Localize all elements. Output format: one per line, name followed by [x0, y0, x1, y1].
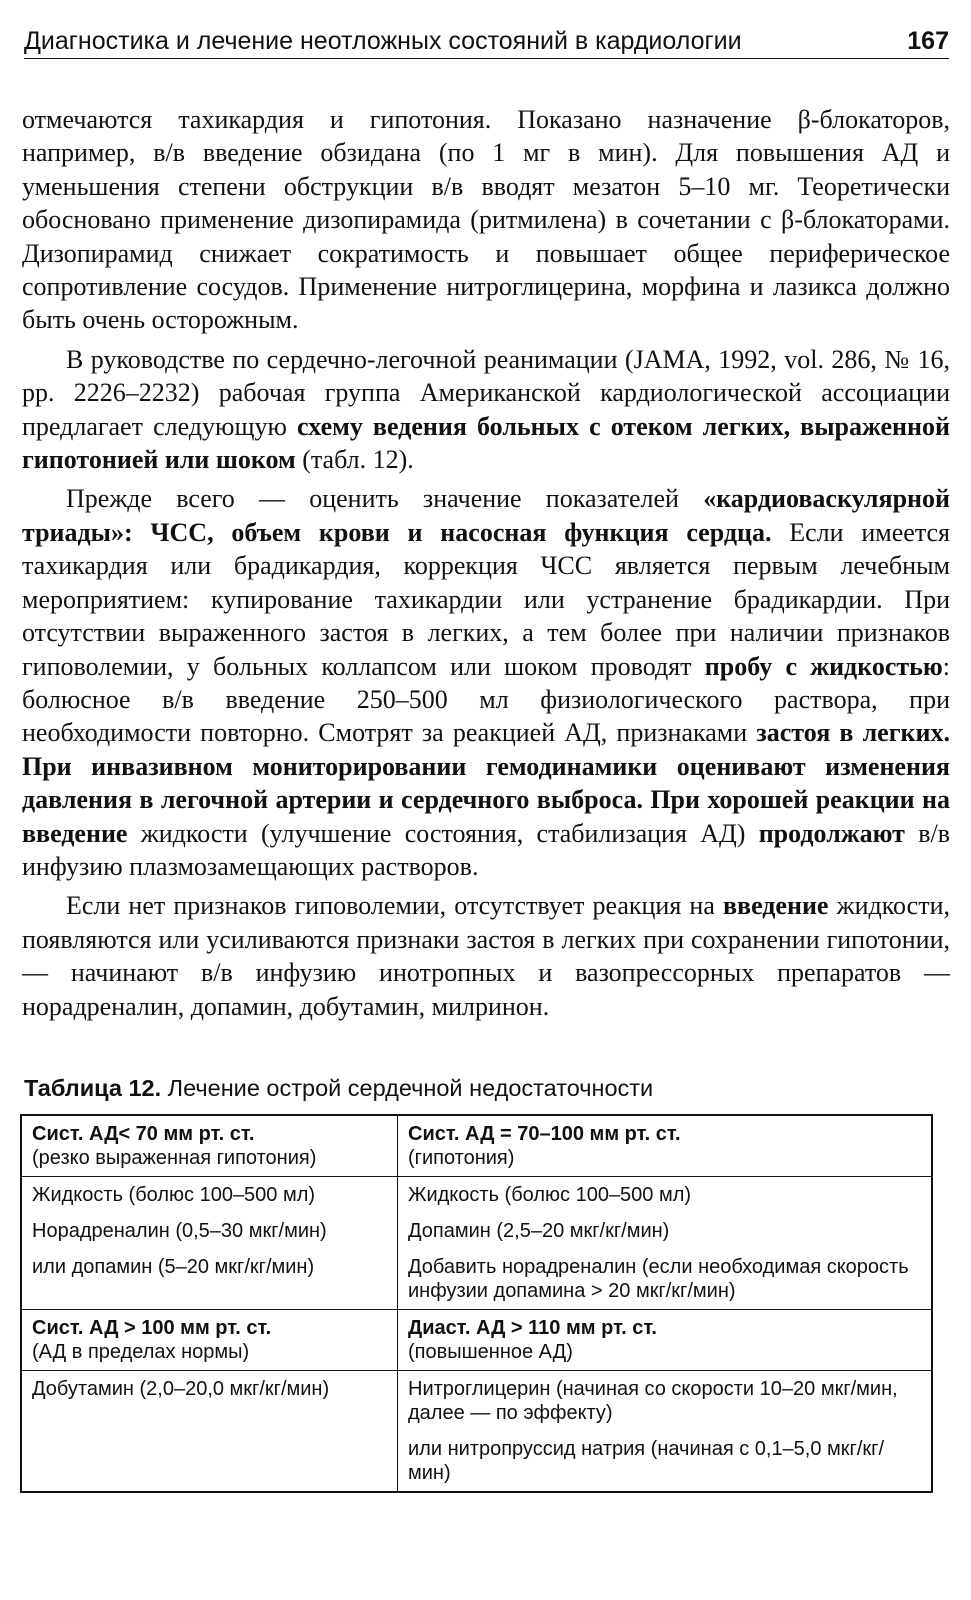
text-run: В руководстве по сердечно-легочной реанимации (JAMA, 1992, vol. 286, № 16, pp. 2226–2232) рабочая группа Американской кардиологической ассоциации предлагает следующую: [22, 344, 950, 441]
bold-text: пробу с жидкостью: [704, 651, 943, 681]
cell-heading-text: Сист. АД< 70 мм рт. ст.: [32, 1123, 255, 1145]
cell-line: или нитропруссид натрия (начиная с 0,1–5,0 мкг/кг/мин): [408, 1438, 884, 1484]
body-text: [22, 103, 950, 1029]
table-row: [21, 1371, 932, 1493]
cell-line: или допамин (5–20 мкг/кг/мин): [32, 1256, 315, 1278]
text-run: в/в инфузию плазмозамещающих растворов.: [22, 818, 951, 881]
page-number: 167: [907, 27, 949, 55]
cell-line: Добавить норадреналин (если необходимая скорость инфузии допамина > 20 мкг/кг/мин): [408, 1256, 909, 1302]
treatment-table: [20, 1114, 933, 1493]
text-run: (табл. 12).: [295, 445, 414, 475]
text-run: Если имеется тахикардия или брадикардия, коррекция ЧСС является первым лечебным мероприятием: купирование тахикардии или устранение брадикардии. При отсутствии выраженного застоя в легких, а тем более при наличии признаков гиповолемии, у больных коллапсом или шоком проводят: [22, 517, 950, 681]
bold-text: схему ведения больных с отеком легких, выраженной гипотонией или шоком: [22, 411, 950, 475]
text-run: Если нет признаков гиповолемии, отсутствует реакция на: [66, 891, 723, 921]
cell-line: Добутамин (2,0–20,0 мкг/кг/мин): [32, 1378, 330, 1400]
cell-line: Норадреналин (0,5–30 мкг/мин): [32, 1220, 327, 1242]
text-run: жидкости (улучшение состояния, стабилизация АД): [127, 818, 759, 848]
text-run: отмечаются тахикардия и гипотония. Показано назначение β-блокаторов, например, в/в введение обзидана (по 1 мг в мин). Для повышения АД и уменьшения степени обструкции в/в вводят мезатон 5–10 мг. Теоретически обосновано применение дизопирамида (ритмилена) в сочетании с β-блокаторами. Дизопирамид снижает сократимость и повышает общее периферическое сопротивление сосудов. Применение нитроглицерина, морфина и лазикса должно быть очень осторожным.: [22, 105, 950, 335]
table-row: [21, 1310, 932, 1371]
table-cell: [21, 1177, 398, 1310]
cell-line: Допамин (2,5–20 мкг/кг/мин): [408, 1220, 670, 1242]
table-cell: [21, 1371, 398, 1493]
paragraph: [22, 103, 950, 337]
paragraph: [22, 889, 950, 1023]
table-row: [21, 1177, 932, 1310]
running-head-title: Диагностика и лечение неотложных состояний в кардиологии: [24, 27, 742, 55]
bold-text: продолжают: [758, 818, 905, 848]
text-run: Прежде всего — оценить значение показателей: [66, 484, 704, 514]
cell-heading-text: Диаст. АД > 110 мм рт. ст.: [408, 1317, 657, 1339]
cell-heading-text: Сист. АД > 100 мм рт. ст.: [32, 1317, 272, 1339]
running-head: [24, 24, 949, 59]
cell-line: Жидкость (болюс 100–500 мл): [408, 1184, 692, 1206]
text-run: : болюсное в/в введение 250–500 мл физиологического раствора, при необходимости повторно. Смотрят за реакцией АД, признаками: [22, 651, 951, 748]
cell-line: Нитроглицерин (начиная со скорости 10–20 мкг/мин, далее — по эффекту): [408, 1378, 898, 1424]
table-caption: [24, 1075, 653, 1102]
cell-heading: [32, 1316, 387, 1340]
table-cell: [398, 1115, 933, 1177]
cell-heading-text: Сист. АД = 70–100 мм рт. ст.: [408, 1123, 681, 1145]
table-cell: [398, 1177, 933, 1310]
cell-subheading: (гипотония): [408, 1147, 515, 1169]
text-run: жидкости, появляются или усиливаются признаки застоя в легких при сохранении гипотонии, — начинают в/в инфузию инотропных и вазопрессорных препаратов — норадреналин, допамин, добутамин, милринон.: [22, 891, 950, 1021]
cell-subheading: (повышенное АД): [408, 1341, 573, 1363]
paragraph: [22, 482, 950, 883]
table-cell: [398, 1310, 933, 1371]
table-cell: [21, 1115, 398, 1177]
table-row: [21, 1115, 932, 1177]
table-caption-label: Таблица 12.: [24, 1075, 162, 1101]
cell-subheading: (резко выраженная гипотония): [32, 1147, 317, 1169]
cell-line: Жидкость (болюс 100–500 мл): [32, 1184, 316, 1206]
table-cell: [21, 1310, 398, 1371]
paragraph: [22, 343, 950, 477]
cell-subheading: (АД в пределах нормы): [32, 1341, 250, 1363]
table-caption-text: Лечение острой сердечной недостаточности: [161, 1075, 654, 1101]
table-cell: [398, 1371, 933, 1493]
bold-text: «кардиоваскулярной триады»: ЧСС, объем крови и насосная функция сердца.: [22, 484, 950, 547]
cell-heading: [32, 1122, 387, 1146]
bold-text: застоя в легких. При инвазивном мониторировании гемодинамики оценивают изменения давления в легочной артерии и сердечного выброса. При хорошей реакции на введение: [22, 718, 950, 848]
cell-heading: [408, 1316, 921, 1340]
cell-heading: [408, 1122, 921, 1146]
bold-text: введение: [723, 891, 829, 921]
